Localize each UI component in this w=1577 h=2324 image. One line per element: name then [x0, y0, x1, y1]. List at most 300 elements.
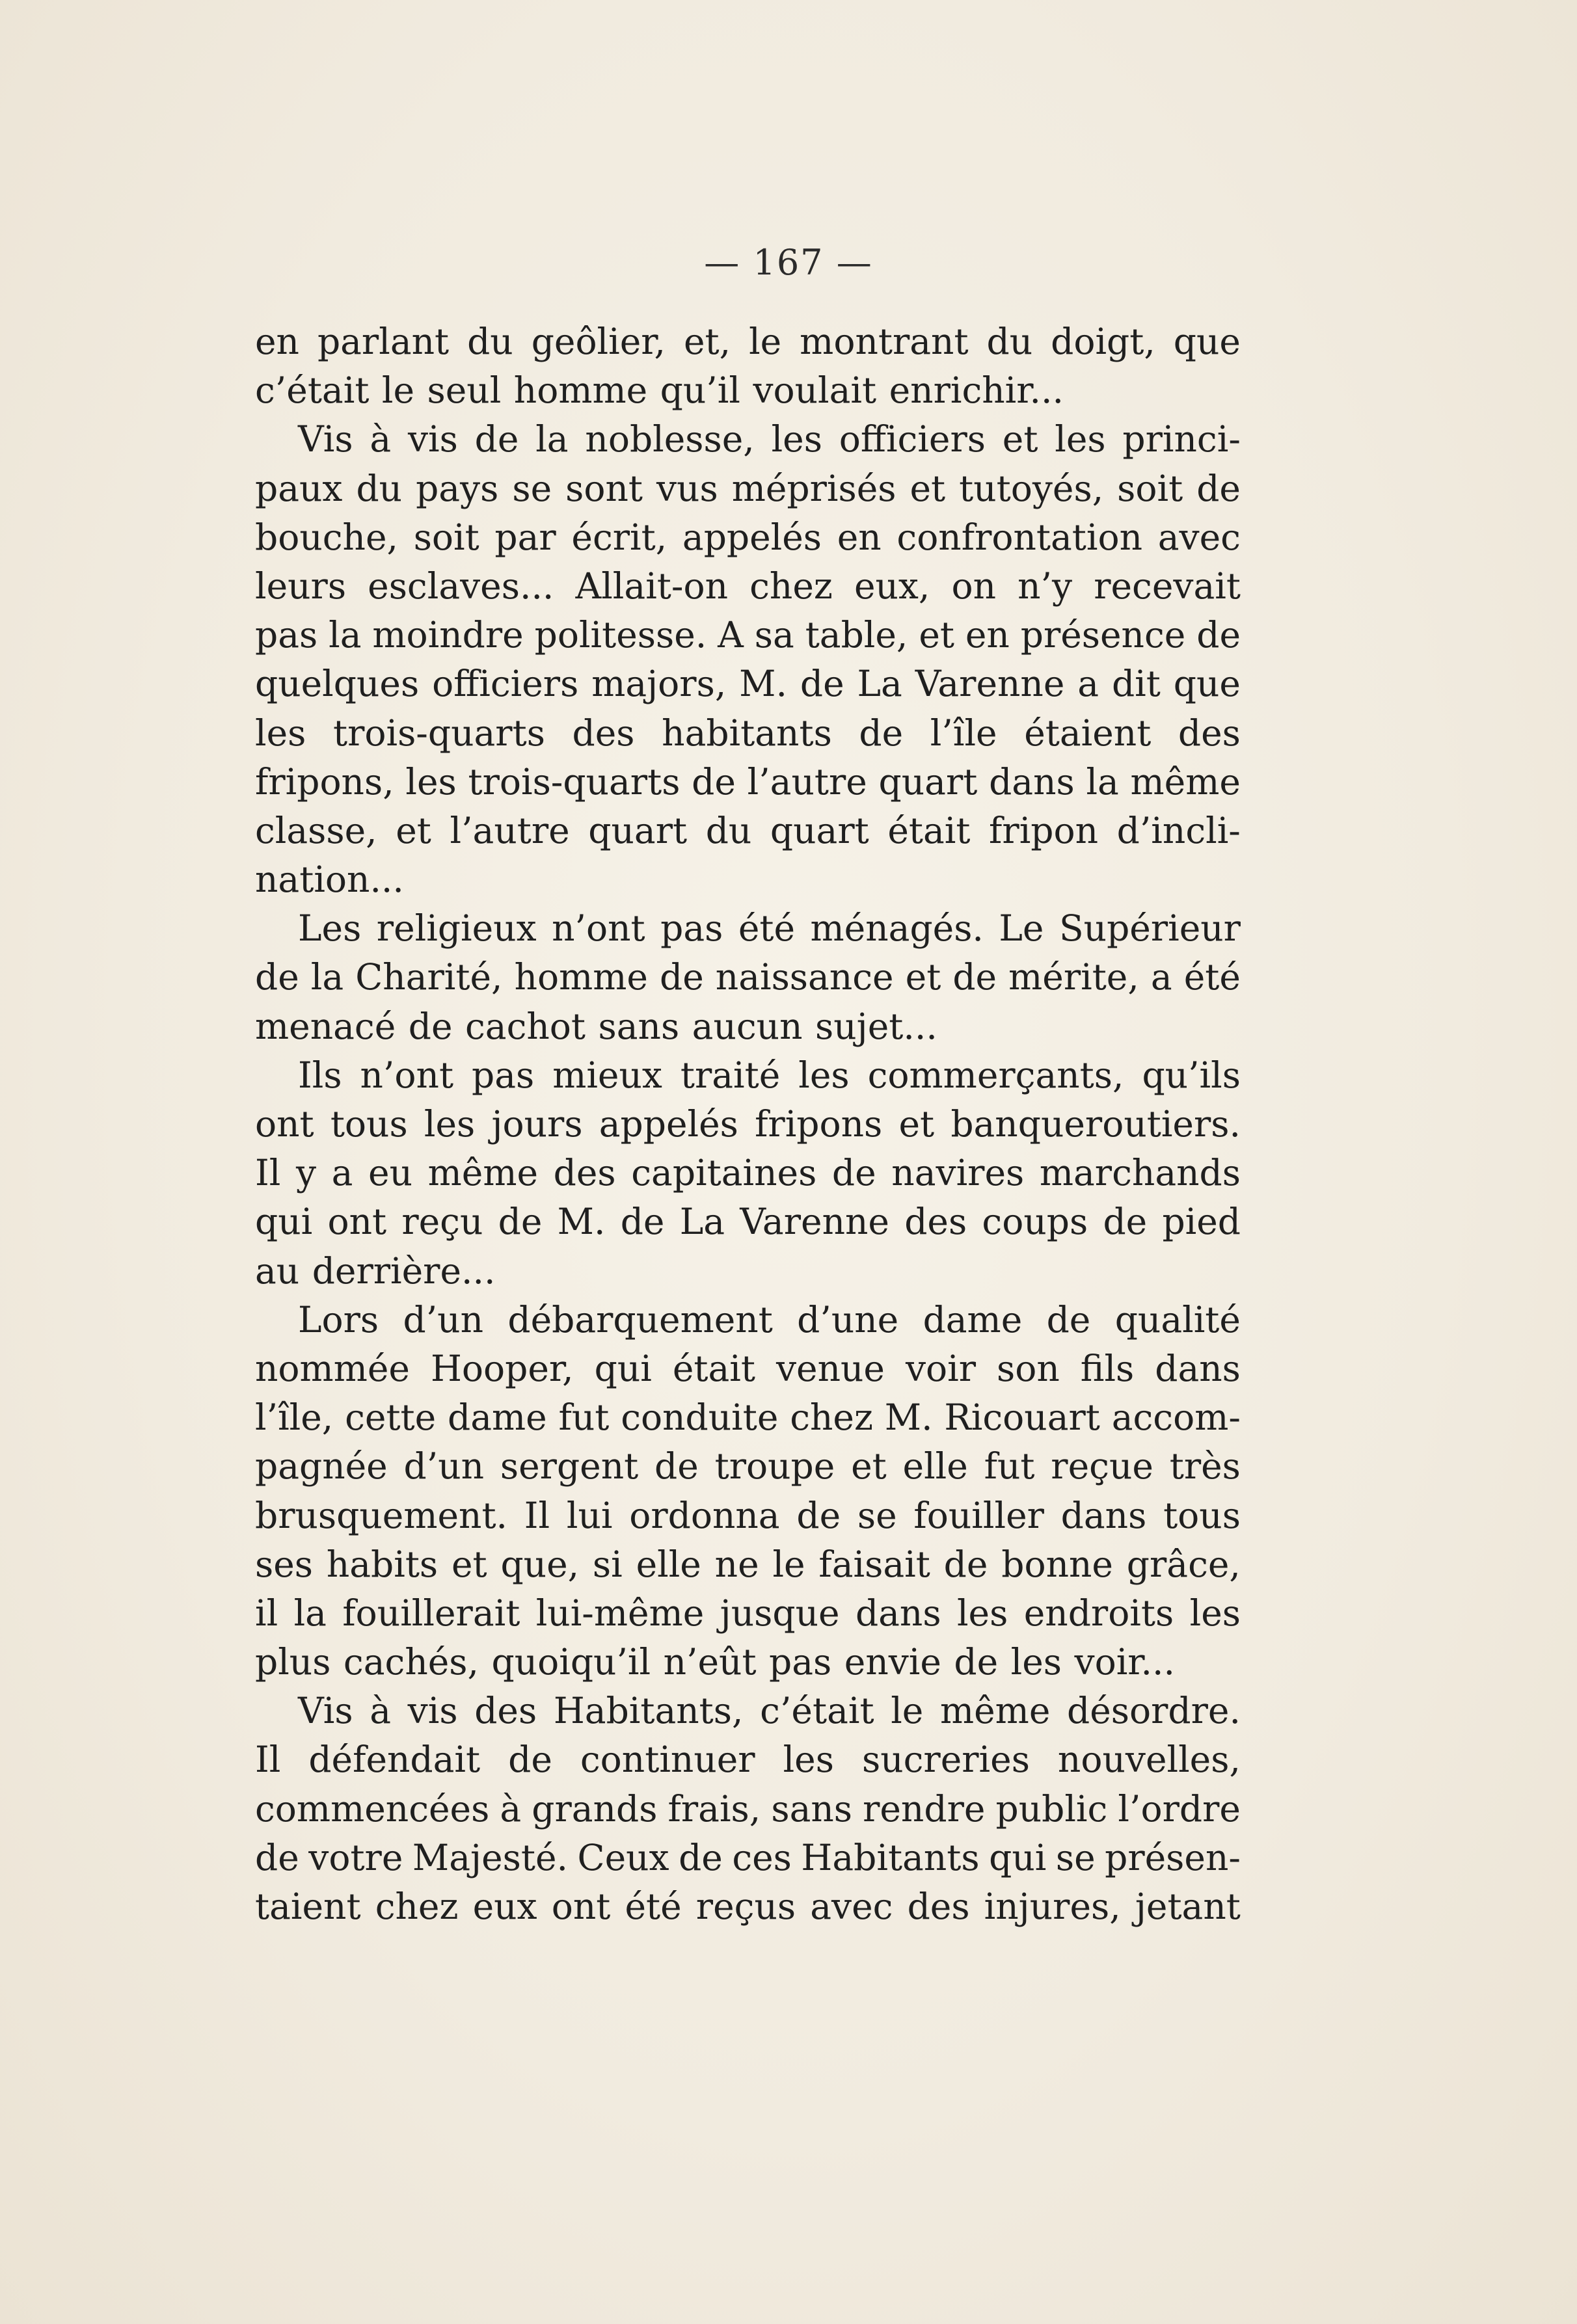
word: soit	[1117, 467, 1183, 509]
word: elle	[636, 1543, 701, 1585]
word: Hooper,	[430, 1347, 574, 1389]
text-line	[255, 513, 1241, 562]
word: qualité	[1114, 1298, 1241, 1341]
word: était	[672, 1347, 755, 1389]
word: Supérieur	[1058, 907, 1241, 950]
word: y	[295, 1152, 317, 1194]
word: tous	[1163, 1494, 1241, 1536]
word: fut	[558, 1396, 610, 1439]
word: a	[1150, 956, 1172, 998]
word: table,	[805, 614, 908, 656]
word: ont	[327, 1201, 387, 1243]
word: été	[738, 907, 796, 950]
text-line-words	[255, 709, 1241, 758]
word: Il	[255, 1152, 281, 1194]
text-line	[255, 1247, 1241, 1296]
word: M.	[557, 1201, 606, 1243]
word: mérite,	[1008, 956, 1139, 998]
word: la	[310, 956, 344, 998]
word: troupe	[714, 1445, 835, 1488]
word: fut	[984, 1445, 1035, 1488]
word: Il	[524, 1494, 550, 1536]
word: naissance	[715, 956, 894, 998]
word: en	[965, 614, 1010, 656]
word: A	[718, 614, 744, 656]
word: moindre	[372, 614, 524, 656]
word: commerçants,	[867, 1054, 1124, 1096]
word: en	[837, 516, 882, 558]
word: et	[1002, 418, 1038, 461]
word: cette	[345, 1396, 437, 1439]
word: noblesse,	[585, 418, 755, 461]
word: dame	[923, 1298, 1023, 1341]
word: Habitants,	[553, 1690, 744, 1732]
word: de	[498, 1201, 543, 1243]
text-line	[255, 464, 1241, 513]
word: chez	[749, 565, 833, 607]
word: Lors	[298, 1298, 379, 1341]
word: d’un	[403, 1445, 485, 1488]
word: n’ont	[552, 907, 645, 950]
word: parlant	[317, 321, 450, 362]
word: que	[1173, 663, 1241, 705]
text-line	[255, 758, 1241, 807]
word: grâce,	[1126, 1543, 1241, 1585]
text-line-words	[298, 1051, 1241, 1100]
word: de	[620, 1201, 665, 1243]
word: et	[851, 1445, 887, 1488]
text-line	[255, 1687, 1241, 1735]
word: elle	[902, 1445, 968, 1488]
word: les	[405, 760, 457, 803]
word: eux	[472, 1886, 537, 1927]
word: dit	[1111, 663, 1161, 705]
word: présence	[1020, 614, 1186, 656]
text-line	[255, 1785, 1241, 1834]
text-line	[255, 1540, 1241, 1589]
word: vis	[407, 1690, 458, 1732]
word: majors,	[591, 663, 727, 705]
word: nommée	[255, 1347, 410, 1389]
word: Ricouart	[944, 1396, 1100, 1439]
word: Majesté.	[412, 1836, 568, 1878]
word: l’île	[930, 712, 997, 754]
text-line-words	[255, 1393, 1241, 1442]
word: n’ont	[360, 1054, 454, 1096]
word: par	[494, 516, 556, 558]
word: que	[1173, 321, 1241, 362]
word: chez	[375, 1886, 459, 1927]
word: qui	[989, 1836, 1047, 1878]
word: de	[654, 1445, 699, 1488]
word: frais,	[667, 1787, 761, 1830]
word: geôlier,	[531, 321, 666, 362]
word: même	[1130, 760, 1241, 803]
word: des	[907, 1886, 970, 1927]
word: ménagés.	[810, 907, 984, 950]
text-line	[255, 366, 1241, 415]
word: été	[1183, 956, 1241, 998]
word: les	[783, 1739, 834, 1781]
word: politesse.	[534, 614, 707, 656]
word: de	[831, 1152, 876, 1194]
word: brusquement.	[255, 1494, 508, 1536]
text-line-words	[298, 904, 1241, 953]
word: habits	[326, 1543, 438, 1585]
word: fripons	[755, 1103, 883, 1145]
text-line	[255, 1002, 1241, 1051]
word: public	[995, 1787, 1108, 1830]
word: de	[474, 418, 519, 461]
word: jetant	[1135, 1886, 1241, 1927]
word: de	[659, 956, 704, 998]
word: Allait-on	[575, 565, 729, 607]
text-line-words	[298, 1296, 1241, 1344]
word: de	[796, 1494, 841, 1536]
text-line	[255, 904, 1241, 953]
word: la	[329, 614, 362, 656]
word: été	[625, 1886, 682, 1927]
word: soit	[413, 516, 479, 558]
word: jours	[491, 1103, 583, 1145]
word: pagnée	[255, 1445, 388, 1488]
word: dans	[855, 1592, 941, 1634]
text-line	[255, 1735, 1241, 1784]
word: et	[919, 614, 954, 656]
word: ordonna	[629, 1494, 780, 1536]
word: ces	[732, 1836, 792, 1878]
text-line	[255, 1344, 1241, 1393]
word: et,	[683, 321, 731, 362]
word: taient	[255, 1886, 361, 1927]
text-line-words	[255, 1491, 1241, 1540]
word: M.	[884, 1396, 933, 1439]
word: était	[887, 809, 971, 851]
word: de	[255, 1836, 299, 1878]
word: du	[986, 321, 1033, 362]
word: les	[1189, 1592, 1241, 1634]
word: méprisés	[731, 467, 896, 509]
word: sont	[565, 467, 643, 509]
word: bouche,	[255, 516, 398, 558]
text-line-words	[255, 464, 1241, 513]
word: ont	[255, 1103, 314, 1145]
word: officiers	[432, 663, 579, 705]
text-line	[255, 855, 1241, 904]
word: du	[356, 467, 403, 509]
word: à	[370, 418, 392, 461]
word: banqueroutiers.	[950, 1103, 1241, 1145]
word: chez	[790, 1396, 873, 1439]
word: même	[427, 1152, 539, 1194]
word: qui	[255, 1201, 313, 1243]
word: de	[1103, 1201, 1148, 1243]
text-line	[255, 1834, 1241, 1882]
text-line	[255, 611, 1241, 660]
text-line	[255, 1491, 1241, 1540]
word: reçue	[1051, 1445, 1153, 1488]
word: qui	[594, 1347, 652, 1389]
word: homme	[514, 956, 648, 998]
text-line	[255, 660, 1241, 708]
word: M.	[739, 663, 787, 705]
word: son	[997, 1347, 1060, 1389]
word: même	[939, 1690, 1051, 1732]
text-line-words	[255, 1834, 1241, 1882]
word: Ils	[298, 1054, 342, 1096]
word: et	[451, 1543, 487, 1585]
word: les	[798, 1054, 850, 1096]
body-text	[255, 317, 1241, 1931]
text-line	[255, 1442, 1241, 1491]
word: a	[1077, 663, 1099, 705]
word: d’un	[403, 1298, 484, 1341]
word: fouiller	[913, 1494, 1044, 1536]
word: lui-même	[535, 1592, 705, 1634]
word: Varenne	[915, 663, 1065, 705]
word: ses	[255, 1543, 313, 1585]
word: le	[749, 321, 782, 362]
text-line	[255, 1589, 1241, 1638]
text-line-words	[298, 415, 1241, 464]
word: des	[1178, 712, 1241, 754]
text-line-words	[255, 1735, 1241, 1784]
word: vus	[656, 467, 718, 509]
word: La	[679, 1201, 725, 1243]
word: tous	[330, 1103, 408, 1145]
word: écrit,	[571, 516, 667, 558]
word: pays	[416, 467, 499, 509]
word: de	[692, 760, 736, 803]
word: traité	[680, 1054, 781, 1096]
word: marchands	[1039, 1152, 1241, 1194]
word: et	[898, 1103, 935, 1145]
word: sa	[754, 614, 794, 656]
word: montrant	[800, 321, 969, 362]
text-line	[255, 1197, 1241, 1246]
word: eu	[368, 1152, 413, 1194]
word: et	[905, 956, 941, 998]
text-line-content: menacé de cachot sans aucun sujet...	[255, 1005, 937, 1047]
word: sergent	[500, 1445, 639, 1488]
word: fils	[1080, 1347, 1135, 1389]
word: fripon	[989, 809, 1099, 851]
word: venue	[775, 1347, 885, 1389]
word: de	[679, 1836, 723, 1878]
word: les	[956, 1592, 1008, 1634]
word: la	[293, 1592, 327, 1634]
text-line	[255, 1100, 1241, 1149]
word: avec	[810, 1886, 893, 1927]
word: injures,	[984, 1886, 1121, 1927]
text-line	[255, 807, 1241, 855]
word: Habitants	[801, 1836, 980, 1878]
word: c’était	[760, 1690, 874, 1732]
page-number: — 167 —	[704, 242, 873, 283]
word: l’autre	[747, 760, 867, 803]
text-line-words	[255, 562, 1241, 611]
word: doigt,	[1051, 321, 1155, 362]
word: du	[467, 321, 513, 362]
word: reçus	[695, 1886, 796, 1927]
word: en	[255, 321, 299, 362]
word: dans	[989, 760, 1075, 803]
word: voir	[905, 1347, 977, 1389]
word: ne	[714, 1543, 759, 1585]
word: l’ordre	[1118, 1787, 1241, 1830]
word: quelques	[255, 663, 420, 705]
word: de	[1046, 1298, 1091, 1341]
word: quart	[878, 760, 978, 803]
word: de	[952, 956, 997, 998]
text-line-words	[255, 1540, 1241, 1589]
word: dans	[1155, 1347, 1241, 1389]
word: dans	[1060, 1494, 1147, 1536]
text-line-content: nation...	[255, 859, 404, 901]
word: très	[1169, 1445, 1241, 1488]
text-line-words	[255, 953, 1241, 1002]
text-line-words	[255, 513, 1241, 562]
word: il	[255, 1592, 278, 1634]
word: appelés	[682, 516, 822, 558]
text-line	[255, 953, 1241, 1002]
word: reçu	[401, 1201, 483, 1243]
word: se	[1055, 1836, 1096, 1878]
word: Les	[298, 907, 362, 950]
word: confrontation	[896, 516, 1143, 558]
word: navires	[891, 1152, 1025, 1194]
text-line-words	[255, 317, 1241, 366]
word: Varenne	[740, 1201, 889, 1243]
word: lui	[566, 1494, 613, 1536]
word: accom-	[1111, 1396, 1241, 1439]
word: si	[592, 1543, 623, 1585]
word: que,	[500, 1543, 580, 1585]
word: n’y	[1018, 565, 1073, 607]
word: d’incli-	[1116, 809, 1241, 851]
text-line	[255, 562, 1241, 611]
text-line	[255, 1393, 1241, 1442]
word: avec	[1157, 516, 1241, 558]
word: étaient	[1024, 712, 1152, 754]
text-line-content: c’était le seul homme qu’il voulait enrichir...	[255, 369, 1064, 412]
word: débarquement	[507, 1298, 773, 1341]
word: rendre	[863, 1787, 986, 1830]
word: a	[331, 1152, 353, 1194]
word: pas	[660, 907, 723, 950]
text-line-content: plus cachés, quoiqu’il n’eût pas envie de les voir...	[255, 1641, 1175, 1683]
word: fripons,	[255, 760, 394, 803]
text-line	[255, 415, 1241, 464]
text-line-words	[298, 1687, 1241, 1735]
word: qu’ils	[1142, 1054, 1241, 1096]
word: les	[255, 712, 306, 754]
word: Charité,	[355, 956, 503, 998]
word: tutoyés,	[959, 467, 1104, 509]
word: la	[1086, 760, 1119, 803]
word: capitaines	[631, 1152, 817, 1194]
word: ont	[551, 1886, 611, 1927]
text-line	[255, 1051, 1241, 1100]
text-line-words	[255, 807, 1241, 855]
word: d’une	[797, 1298, 899, 1341]
word: à	[500, 1787, 522, 1830]
word: désordre.	[1067, 1690, 1241, 1732]
word: leurs	[255, 565, 347, 607]
word: trois-quarts	[468, 760, 681, 803]
word: les	[424, 1103, 476, 1145]
word: faisait	[818, 1543, 930, 1585]
word: et	[910, 467, 946, 509]
word: religieux	[376, 907, 537, 950]
word: votre	[308, 1836, 403, 1878]
text-line	[255, 1638, 1241, 1687]
text-line	[255, 317, 1241, 366]
text-line-words	[255, 758, 1241, 807]
word: le	[772, 1543, 805, 1585]
word: quart	[588, 809, 688, 851]
word: officiers	[839, 418, 986, 461]
word: de	[859, 712, 904, 754]
word: quart	[770, 809, 869, 851]
word: on	[951, 565, 997, 607]
word: de	[255, 956, 299, 998]
word: l’autre	[450, 809, 570, 851]
word: sans	[771, 1787, 853, 1830]
word: endroits	[1023, 1592, 1174, 1634]
word: coups	[982, 1201, 1088, 1243]
word: pas	[255, 614, 318, 656]
word: appelés	[599, 1103, 738, 1145]
text-line-words	[255, 1197, 1241, 1246]
word: le	[891, 1690, 924, 1732]
text-line-words	[255, 660, 1241, 708]
word: La	[857, 663, 902, 705]
text-line	[255, 709, 1241, 758]
word: défendait	[308, 1739, 481, 1781]
word: classe,	[255, 809, 377, 851]
word: se	[512, 467, 552, 509]
word: présen-	[1105, 1836, 1241, 1878]
word: habitants	[662, 712, 832, 754]
word: Le	[999, 907, 1044, 950]
word: pas	[472, 1054, 535, 1096]
text-line	[255, 1149, 1241, 1197]
word: continuer	[580, 1739, 755, 1781]
word: de	[800, 663, 844, 705]
word: à	[370, 1690, 392, 1732]
word: bonne	[1001, 1543, 1113, 1585]
word: princi-	[1122, 418, 1241, 461]
word: pied	[1162, 1201, 1241, 1243]
word: jusque	[720, 1592, 840, 1634]
text-line-content: au derrière...	[255, 1249, 496, 1292]
word: vis	[407, 418, 458, 461]
text-line-words	[255, 1100, 1241, 1149]
word: des	[572, 712, 635, 754]
word: recevait	[1094, 565, 1241, 607]
text-line-words	[255, 1882, 1241, 1931]
text-line-words	[255, 611, 1241, 660]
word: de	[508, 1739, 552, 1781]
word: fouillerait	[342, 1592, 520, 1634]
word: trois-quarts	[332, 712, 545, 754]
word: la	[535, 418, 569, 461]
word: de	[943, 1543, 988, 1585]
word: commencées	[255, 1787, 490, 1830]
word: eux,	[854, 565, 930, 607]
word: des	[553, 1152, 616, 1194]
